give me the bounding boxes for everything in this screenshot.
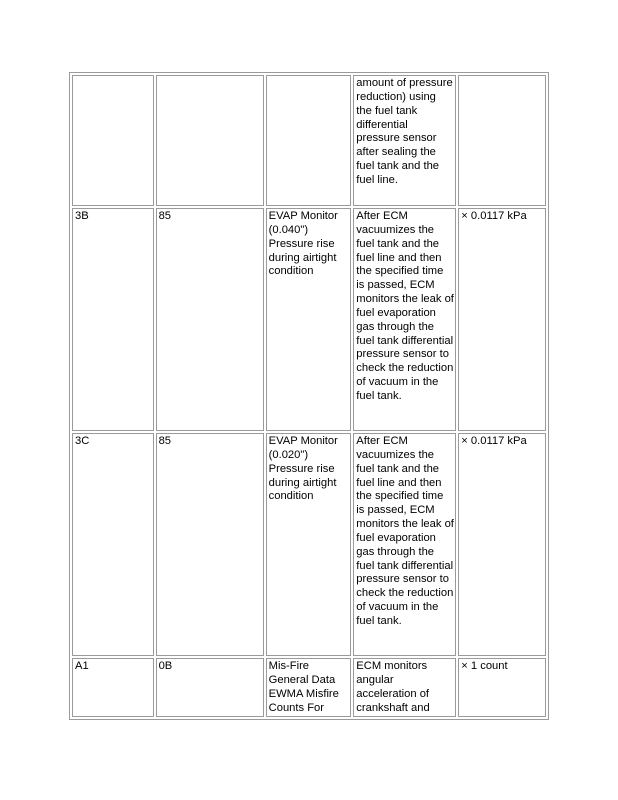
data-table	[69, 72, 549, 720]
unit-cell: × 1 count	[458, 658, 546, 717]
unit-cell: × 0.0117 kPa	[458, 208, 546, 431]
pid-cell: 85	[156, 433, 264, 656]
item-name-cell	[266, 75, 352, 206]
mode-cell	[72, 75, 154, 206]
pid-cell: 85	[156, 208, 264, 431]
table-row	[72, 658, 546, 717]
description-cell: After ECM vacuumizes the fuel tank and the fuel line and then the specified time is passed, ECM monitors the leak of fuel evaporation gas through the fuel tank differential pressure sensor to check the reduction of vacuum in the fuel tank.	[353, 433, 456, 656]
table-row	[72, 208, 546, 431]
description-cell: ECM monitors angular acceleration of crankshaft and	[353, 658, 456, 717]
unit-cell: × 0.0117 kPa	[458, 433, 546, 656]
description-cell: After ECM vacuumizes the fuel tank and the fuel line and then the specified time is passed, ECM monitors the leak of fuel evaporation gas through the fuel tank differential pressure sensor to check the reduction of vacuum in the fuel tank.	[353, 208, 456, 431]
item-name-cell: Mis-Fire General Data EWMA Misfire Counts For	[266, 658, 352, 717]
table-row	[72, 75, 546, 206]
pid-cell: 0B	[156, 658, 264, 717]
pid-cell	[156, 75, 264, 206]
item-name-cell: EVAP Monitor (0.040") Pressure rise during airtight condition	[266, 208, 352, 431]
description-cell: amount of pressure reduction) using the fuel tank differential pressure sensor after sealing the fuel tank and the fuel line.	[353, 75, 456, 206]
mode-cell: 3C	[72, 433, 154, 656]
unit-cell	[458, 75, 546, 206]
table-row	[72, 433, 546, 656]
mode-cell: A1	[72, 658, 154, 717]
item-name-cell: EVAP Monitor (0.020") Pressure rise during airtight condition	[266, 433, 352, 656]
mode-cell: 3B	[72, 208, 154, 431]
